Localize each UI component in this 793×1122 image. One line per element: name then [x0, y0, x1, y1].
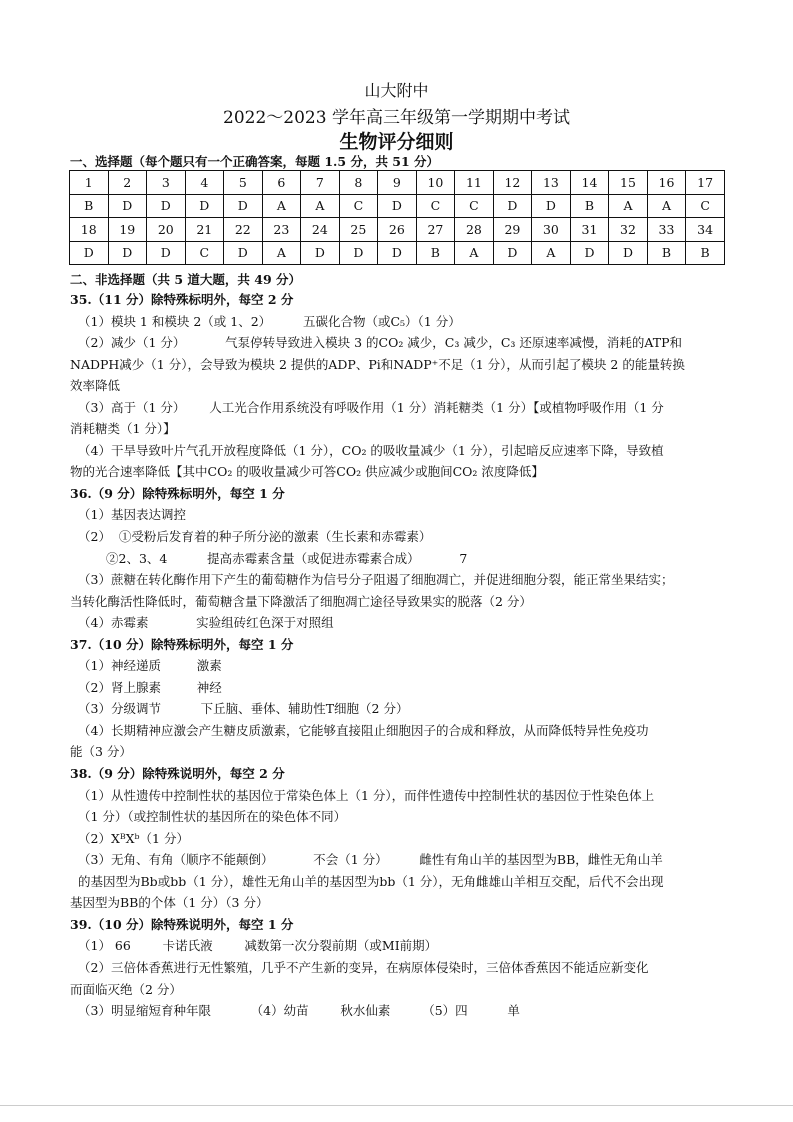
answer-cell: A — [262, 194, 301, 218]
answer-line: （1） 66 卡诺氏液 减数第一次分裂前期（或MⅠ前期） — [78, 938, 438, 954]
answer-cell: D — [147, 194, 186, 218]
question-number-cell: 11 — [455, 171, 494, 195]
page-divider — [0, 1105, 793, 1106]
answer-line: 能（3 分） — [70, 744, 132, 760]
question-number-cell: 3 — [147, 171, 186, 195]
answer-cell: D — [224, 241, 263, 265]
question-heading: 38.（9 分）除特殊说明外，每空 2 分 — [70, 766, 285, 782]
question-number-cell: 5 — [224, 171, 263, 195]
answer-cell: D — [108, 194, 147, 218]
question-heading: 37.（10 分）除特殊标明外，每空 1 分 — [70, 636, 294, 652]
question-number-cell: 9 — [378, 171, 417, 195]
answer-line: （3）分级调节 下丘脑、垂体、辅助性T细胞（2 分） — [78, 701, 409, 717]
answer-cell: A — [609, 194, 648, 218]
question-heading: 35.（11 分）除特殊标明外，每空 2 分 — [70, 292, 294, 307]
answer-line: （2）肾上腺素 神经 — [78, 679, 222, 695]
answer-cell: D — [108, 241, 147, 265]
answer-line: （3）无角、有角（顺序不能颠倒） 不会（1 分） 雌性有角山羊的基因型为BB，雌性无角山羊 — [78, 852, 663, 868]
answer-line: （2）减少（1 分） 气泵停转导致进入模块 3 的CO₂ 减少，C₃ 减少，C₃ 还原速率减慢，消耗的ATP和 — [78, 335, 682, 351]
answer-cell: B — [70, 194, 109, 218]
question-number-cell: 29 — [493, 218, 532, 242]
answer-line: （4）长期精神应激会产生糖皮质激素，它能够直接阻止细胞因子的合成和释放，从而降低特异性免疫功 — [78, 722, 649, 738]
answer-line: （2） ①受粉后发育着的种子所分泌的激素（生长素和赤霉素） — [78, 529, 432, 545]
question-number-cell: 12 — [493, 171, 532, 195]
question-number-cell: 6 — [262, 171, 301, 195]
answer-cell: C — [416, 194, 455, 218]
answer-cell: D — [70, 241, 109, 265]
answer-cell: C — [339, 194, 378, 218]
answer-line: NADPH减少（1 分），会导致为模块 2 提供的ADP、Pi和NADP⁺不足（1 分），从而引起了模块 2 的能量转换 — [70, 356, 685, 372]
answer-row — [70, 241, 725, 265]
answer-row — [70, 194, 725, 218]
question-number-cell: 4 — [185, 171, 224, 195]
question-number-cell: 23 — [262, 218, 301, 242]
answer-line: 基因型为BB的个体（1 分）（3 分） — [70, 895, 269, 911]
question-number-cell: 7 — [301, 171, 340, 195]
answer-cell: D — [301, 241, 340, 265]
answer-line: （1 分）（或控制性状的基因所在的染色体不同） — [78, 809, 347, 825]
answer-cell: B — [416, 241, 455, 265]
question-number-cell: 24 — [301, 218, 340, 242]
answer-line: 而面临灭绝（2 分） — [70, 981, 182, 997]
question-number-cell: 34 — [686, 218, 725, 242]
question-number-row — [70, 218, 725, 242]
question-number-cell: 20 — [147, 218, 186, 242]
question-heading: 39.（10 分）除特殊说明外，每空 1 分 — [70, 916, 294, 932]
section2-heading: 二、非选择题（共 5 道大题，共 49 分） — [70, 272, 302, 287]
answer-table — [69, 170, 725, 265]
answer-line: （2）三倍体香蕉进行无性繁殖，几乎不产生新的变异，在病原体侵染时，三倍体香蕉因不能适应新变化 — [78, 959, 649, 975]
answer-cell: D — [147, 241, 186, 265]
answer-line: 物的光合速率降低【其中CO₂ 的吸收量减少可答CO₂ 供应减少或胞间CO₂ 浓度降低】 — [70, 464, 544, 480]
question-number-cell: 26 — [378, 218, 417, 242]
answer-details — [70, 289, 730, 1022]
answer-line: （4）干旱导致叶片气孔开放程度降低（1 分），CO₂ 的吸收量减少（1 分），引起暗反应速率下降，导致植 — [78, 442, 664, 458]
section1-heading: 一、选择题（每个题只有一个正确答案，每题 1.5 分，共 51 分） — [70, 154, 440, 169]
answer-line: 的基因型为Bb或bb（1 分），雄性无角山羊的基因型为bb（1 分），无角雌雄山羊相互交配，后代不会出现 — [78, 873, 664, 889]
question-number-row — [70, 171, 725, 195]
answer-line: 效率降低 — [70, 378, 121, 394]
question-number-cell: 17 — [686, 171, 725, 195]
answer-line: （3）高于（1 分） 人工光合作用系统没有呼吸作用（1 分）消耗糖类（1 分）【或植物呼吸作用（1 分 — [78, 399, 664, 415]
answer-line: （1）从性遗传中控制性状的基因位于常染色体上（1 分），而伴性遗传中控制性状的基因位于性染色体上 — [78, 787, 655, 803]
answer-line: （2）XᴮXᵇ（1 分） — [78, 830, 189, 846]
answer-line: （1）模块 1 和模块 2（或 1、2） 五碳化合物（或C₅）（1 分） — [78, 313, 461, 329]
question-number-cell: 27 — [416, 218, 455, 242]
answer-cell: D — [570, 241, 609, 265]
answer-cell: D — [378, 194, 417, 218]
question-number-cell: 14 — [570, 171, 609, 195]
document-title: 生物评分细则 — [339, 131, 454, 153]
question-number-cell: 33 — [647, 218, 686, 242]
question-number-cell: 25 — [339, 218, 378, 242]
answer-cell: B — [570, 194, 609, 218]
answer-cell: A — [455, 241, 494, 265]
answer-cell: B — [686, 241, 725, 265]
question-number-cell: 8 — [339, 171, 378, 195]
question-number-cell: 13 — [532, 171, 571, 195]
answer-cell: C — [455, 194, 494, 218]
question-number-cell: 21 — [185, 218, 224, 242]
answer-cell: D — [378, 241, 417, 265]
answer-cell: A — [647, 194, 686, 218]
answer-line: ②2、3、4 提高赤霉素含量（或促进赤霉素合成） 7 — [106, 550, 468, 566]
answer-cell: A — [301, 194, 340, 218]
question-number-cell: 18 — [70, 218, 109, 242]
answer-line: （4）赤霉素 实验组砖红色深于对照组 — [78, 615, 334, 631]
answer-cell: D — [532, 194, 571, 218]
answer-cell: C — [686, 194, 725, 218]
question-number-cell: 15 — [609, 171, 648, 195]
question-number-cell: 10 — [416, 171, 455, 195]
answer-cell: D — [493, 194, 532, 218]
question-number-cell: 30 — [532, 218, 571, 242]
answer-line: （3）明显缩短育种年限 （4）幼苗 秋水仙素 （5）四 单 — [78, 1003, 520, 1019]
answer-cell: A — [262, 241, 301, 265]
question-number-cell: 2 — [108, 171, 147, 195]
answer-cell: A — [532, 241, 571, 265]
question-number-cell: 28 — [455, 218, 494, 242]
answer-cell: B — [647, 241, 686, 265]
answer-cell: D — [185, 194, 224, 218]
answer-cell: D — [339, 241, 378, 265]
school-name: 山大附中 — [364, 81, 429, 100]
answer-line: 消耗糖类（1 分）】 — [70, 421, 176, 437]
answer-cell: C — [185, 241, 224, 265]
exam-title: 2022～2023 学年高三年级第一学期期中考试 — [223, 108, 570, 128]
answer-line: （1）神经递质 激素 — [78, 658, 222, 674]
question-number-cell: 19 — [108, 218, 147, 242]
answer-cell: D — [609, 241, 648, 265]
question-number-cell: 22 — [224, 218, 263, 242]
answer-line: （3）蔗糖在转化酶作用下产生的葡萄糖作为信号分子阻遏了细胞凋亡，并促进细胞分裂，能正常坐果结实； — [78, 572, 674, 588]
question-number-cell: 1 — [70, 171, 109, 195]
answer-cell: D — [224, 194, 263, 218]
question-number-cell: 31 — [570, 218, 609, 242]
question-heading: 36.（9 分）除特殊标明外，每空 1 分 — [70, 485, 285, 501]
answer-line: （1）基因表达调控 — [78, 507, 186, 523]
answer-line: 当转化酶活性降低时，葡萄糖含量下降激活了细胞凋亡途径导致果实的脱落（2 分） — [70, 593, 532, 609]
question-number-cell: 16 — [647, 171, 686, 195]
question-number-cell: 32 — [609, 218, 648, 242]
answer-cell: D — [493, 241, 532, 265]
